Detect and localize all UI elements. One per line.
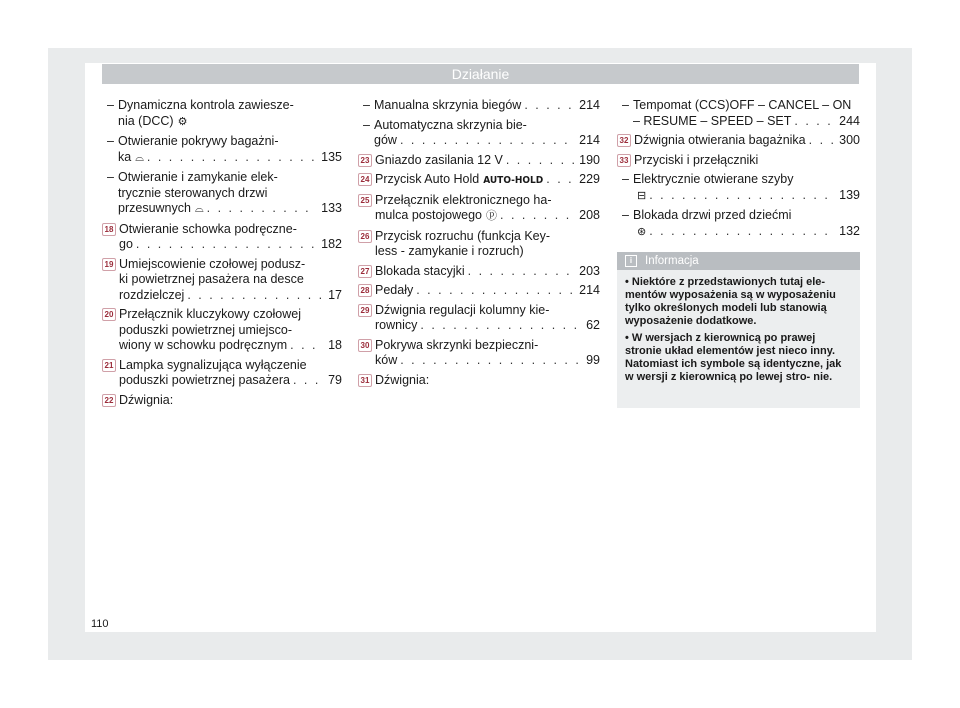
info-title: Informacja: [645, 255, 699, 267]
dash-marker: –: [363, 117, 370, 132]
leader-dots: [524, 98, 575, 114]
info-item: • Niektóre z przedstawionych tutaj ele- mentów wyposażenia są w wyposażeniu tylko określonych modeli lub stanowią wyposażenie dodatkowe.: [625, 276, 836, 327]
index-subentry: [102, 170, 342, 218]
index-entry: [358, 373, 600, 389]
entry-text: Elektrycznie otwierane szyby: [633, 172, 794, 186]
leader-dots: [546, 172, 575, 188]
entry-text: Lampka sygnalizująca wyłączenie: [119, 357, 307, 372]
symbol-icon: ⌓: [194, 203, 204, 215]
leader-dots: [147, 150, 317, 166]
callout-badge: 20: [102, 308, 116, 321]
page-reference: 139: [839, 187, 860, 202]
entry-text: Dźwignia:: [375, 372, 430, 387]
index-entry: [358, 338, 600, 369]
entry-text: nia (DCC): [118, 113, 174, 128]
entry-text: – RESUME – SPEED – SET: [633, 113, 792, 128]
leader-dots: [649, 188, 835, 204]
page-number: 110: [91, 618, 109, 630]
header-title: Działanie: [451, 66, 510, 82]
leader-dots: [207, 201, 317, 217]
callout-badge: 30: [358, 339, 372, 352]
index-entry: [358, 283, 600, 299]
entry-text: Dźwignia regulacji kolumny kie-: [375, 302, 550, 317]
page-header: [102, 64, 859, 84]
page-reference: 79: [328, 373, 342, 387]
callout-badge: 19: [102, 258, 116, 271]
entry-text: Otwieranie pokrywy bagażni-: [118, 134, 279, 148]
entry-text: Przycisk rozruchu (funkcja Key-: [375, 228, 551, 243]
page-reference: 62: [586, 318, 600, 332]
info-header: [617, 252, 860, 270]
callout-badge: 31: [358, 374, 372, 387]
page-reference: 214: [579, 98, 600, 112]
entry-text: less - zamykanie i rozruch): [375, 244, 524, 258]
entry-text: Przyciski i przełączniki: [634, 152, 759, 167]
entry-text: Przycisk Auto Hold: [375, 172, 480, 186]
entry-text: go: [119, 237, 133, 251]
callout-badge: 22: [102, 394, 116, 407]
page-reference: 182: [321, 237, 342, 251]
leader-dots: [416, 283, 575, 299]
callout-badge: 33: [617, 154, 631, 167]
entry-text: trycznie sterowanych drzwi: [118, 185, 268, 200]
callout-badge: 18: [102, 223, 116, 236]
callout-badge: 24: [358, 173, 372, 186]
index-subentry: [358, 118, 600, 149]
page-reference: 99: [586, 353, 600, 367]
dash-marker: –: [363, 98, 370, 112]
entry-text: poduszki powietrznej pasażera: [119, 373, 290, 387]
index-subentry: [102, 98, 342, 130]
index-subentry: [617, 98, 860, 129]
page-reference: 133: [321, 201, 342, 215]
callout-badge: 32: [617, 134, 631, 147]
info-icon: i: [625, 255, 637, 267]
entry-text: Automatyczna skrzynia bie-: [374, 117, 527, 132]
entry-text: poduszki powietrznej umiejsco-: [119, 322, 292, 337]
page-reference: 190: [579, 152, 600, 167]
index-entry: [102, 393, 342, 409]
leader-dots: [400, 353, 582, 369]
page-reference: 214: [579, 283, 600, 297]
dash-marker: –: [107, 170, 114, 184]
info-box: [617, 252, 860, 408]
entry-text: Manualna skrzynia biegów: [374, 98, 522, 112]
index-entry: [358, 303, 600, 334]
entry-text: Dynamiczna kontrola zawiesze-: [118, 98, 294, 112]
entry-text: ka: [118, 149, 132, 164]
index-entry: [102, 257, 342, 304]
entry-text: mulca postojowego: [375, 208, 483, 222]
entry-text: Tempomat (CCS)OFF – CANCEL – ON: [633, 98, 852, 112]
dash-marker: –: [622, 172, 629, 186]
entry-text: Gniazdo zasilania 12 V: [375, 152, 503, 167]
callout-badge: 21: [102, 359, 116, 372]
callout-badge: 23: [358, 154, 372, 167]
symbol-icon: ⊛: [637, 225, 647, 238]
callout-badge: 28: [358, 284, 372, 297]
entry-text: Otwieranie i zamykanie elek-: [118, 170, 278, 184]
index-subentry: [102, 134, 342, 166]
leader-dots: [187, 288, 324, 304]
entry-text: Dźwignia otwierania bagażnika: [634, 133, 806, 147]
entry-text: gów: [374, 133, 397, 147]
index-entry: [358, 229, 600, 260]
leader-dots: [420, 318, 582, 334]
column-2: [358, 98, 600, 392]
page-reference: 18: [328, 338, 342, 352]
leader-dots: [468, 264, 576, 280]
leader-dots: [809, 133, 836, 149]
symbol-icon: ⌓: [135, 151, 144, 164]
column-1: [102, 98, 342, 412]
column-3: [617, 98, 860, 244]
dash-marker: –: [107, 134, 114, 148]
index-entry: [358, 153, 600, 169]
entry-text: rozdzielczej: [119, 287, 185, 302]
entry-text: Umiejscowienie czołowej podusz-: [119, 256, 306, 271]
index-entry: [358, 193, 600, 225]
leader-dots: [500, 208, 575, 224]
leader-dots: [290, 338, 324, 354]
entry-text: Pedały: [375, 283, 414, 297]
symbol-icon: ⓟ: [486, 210, 498, 222]
index-entry: [102, 222, 342, 253]
info-body: [617, 270, 860, 384]
leader-dots: [136, 237, 317, 253]
entry-text: wiony w schowku podręcznym: [119, 338, 288, 352]
leader-dots: [293, 373, 324, 389]
page-reference: 214: [579, 133, 600, 147]
index-entry: [102, 307, 342, 354]
index-entry: [358, 172, 600, 189]
dash-marker: –: [622, 208, 629, 222]
index-entry: [358, 264, 600, 280]
entry-text: Przełącznik elektronicznego ha-: [375, 192, 552, 207]
leader-dots: [649, 224, 835, 240]
symbol-icon: ⚙: [177, 115, 188, 128]
entry-text: rownicy: [375, 318, 418, 332]
page-reference: 208: [579, 208, 600, 222]
entry-text: przesuwnych: [118, 201, 191, 215]
entry-text: Pokrywa skrzynki bezpieczni-: [375, 337, 539, 352]
index-entry: [617, 133, 860, 149]
page-reference: 17: [328, 287, 342, 302]
page-reference: 135: [321, 149, 342, 164]
leader-dots: [794, 114, 835, 130]
leader-dots: [506, 153, 575, 169]
callout-badge: 25: [358, 194, 372, 207]
entry-text: Przełącznik kluczykowy czołowej: [119, 307, 302, 321]
page-reference: 229: [579, 172, 600, 186]
dash-marker: –: [107, 98, 114, 112]
entry-text: ki powietrznej pasażera na desce: [119, 272, 304, 286]
auto-hold-symbol: AUTO-HOLD: [483, 175, 544, 186]
entry-text: Dźwignia:: [119, 392, 174, 407]
leader-dots: [400, 133, 575, 149]
entry-text: ków: [375, 353, 398, 367]
index-subentry: [358, 98, 600, 114]
page-reference: 300: [839, 133, 860, 147]
callout-badge: 29: [358, 304, 372, 317]
callout-badge: 26: [358, 230, 372, 243]
index-subentry: [617, 208, 860, 240]
entry-text: Blokada stacyjki: [375, 263, 465, 278]
page-reference: 244: [839, 113, 860, 128]
page-reference: 132: [839, 223, 860, 238]
index-subentry: [617, 172, 860, 204]
callout-badge: 27: [358, 265, 372, 278]
dash-marker: –: [622, 98, 629, 112]
index-entry: [617, 153, 860, 169]
index-entry: [102, 358, 342, 389]
entry-text: Otwieranie schowka podręczne-: [119, 221, 297, 236]
symbol-icon: ⊟: [637, 189, 647, 202]
page-reference: 203: [579, 263, 600, 278]
entry-text: Blokada drzwi przed dziećmi: [633, 208, 792, 222]
info-item: • W wersjach z kierownicą po prawej stronie układ elementów jest nieco inny. Natomiast ich symbole są identyczne, jak w wersji z kierownicą po lewej stro- nie.: [625, 332, 842, 383]
